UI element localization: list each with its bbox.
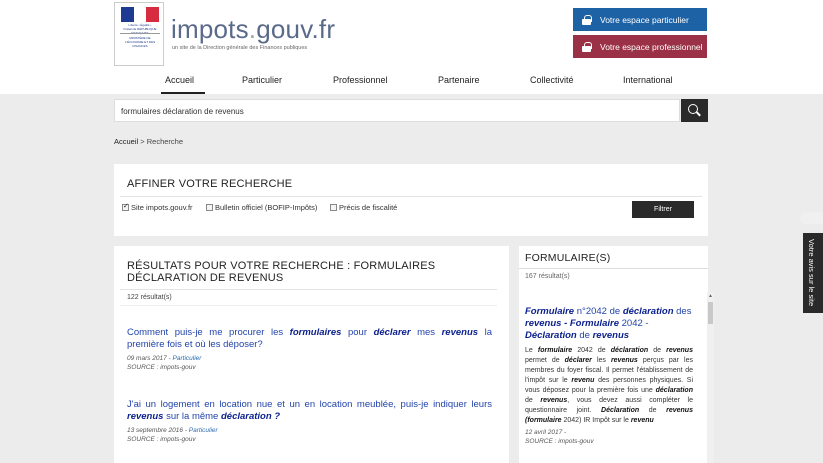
form-description: Le formulaire 2042 de déclaration de revenus permet de déclarer les revenus perçus par les membres du foyer fiscal. Il permet l'établissement de l'impôt sur le revenu des personnes physiques. Si vous déposez pour la première fois une déclaration de revenus, vous devez aussi compléter le questionnaire joint. Déclaration de revenus (formulaire 2042) IR Impôt sur le revenu xyxy=(525,347,693,424)
brand-dot: . xyxy=(248,14,257,44)
logo-republique-text: Liberté • Égalité • Fraternité RÉPUBLIQUE xyxy=(123,23,157,31)
breadcrumb-sep: > xyxy=(138,137,147,146)
result-title-link[interactable]: J'ai un logement en location nue et un en location meublée, puis-je indiquer leurs revenus sur la même déclaration ? xyxy=(127,399,492,422)
results-panel xyxy=(114,246,509,463)
forms-scrollbar[interactable] xyxy=(707,292,714,463)
feedback-label: Votre avis sur le site xyxy=(807,239,816,307)
search-icon-handle xyxy=(696,111,701,116)
result-category-link[interactable]: Particulier xyxy=(188,427,218,434)
checkbox-icon[interactable] xyxy=(330,204,337,211)
espace-professionnel-button[interactable] xyxy=(573,35,707,58)
result-date: 09 mars 2017 - xyxy=(127,355,173,362)
filter-bofip-label: Bulletin officiel (BOFIP-Impôts) xyxy=(215,203,318,212)
lock-icon xyxy=(582,42,591,52)
marianne-logo[interactable] xyxy=(114,2,164,66)
filter-precis-checkbox[interactable] xyxy=(330,203,397,212)
scroll-up-icon[interactable]: ▲ xyxy=(708,293,713,299)
espace-professionnel-label: Votre espace professionnel xyxy=(600,41,703,52)
site-brand[interactable] xyxy=(171,14,335,45)
nav-professionnel[interactable]: Professionnel xyxy=(333,75,388,85)
form-meta xyxy=(525,428,693,446)
checkbox-icon[interactable] xyxy=(206,204,213,211)
forms-count: 167 résultat(s) xyxy=(525,273,570,280)
result-date: 13 septembre 2016 - xyxy=(127,427,189,434)
search-button[interactable] xyxy=(681,99,708,122)
scrollbar-thumb[interactable] xyxy=(708,302,713,324)
filter-site-checkbox[interactable] xyxy=(122,203,193,212)
feedback-toggle[interactable] xyxy=(800,212,823,224)
form-title-link[interactable]: Formulaire n°2042 de déclaration des revenus - Formulaire 2042 - Déclaration de revenus xyxy=(525,306,692,341)
refine-divider xyxy=(120,196,702,197)
logo-ministere-text: MINISTÈRE DE L'ÉCONOMIE ET DES FINANCES xyxy=(124,36,156,48)
result-item xyxy=(127,327,492,372)
espace-particulier-button[interactable] xyxy=(573,8,707,31)
filter-site-label: Site impots.gouv.fr xyxy=(131,203,193,212)
header xyxy=(0,0,823,94)
brand-tld: gouv.fr xyxy=(256,14,336,44)
forms-divider xyxy=(519,268,708,269)
nav-particulier[interactable]: Particulier xyxy=(242,75,283,85)
main-nav xyxy=(114,68,708,94)
form-date: 12 avril 2017 - xyxy=(525,429,567,436)
filter-bofip-checkbox[interactable] xyxy=(206,203,317,212)
results-divider xyxy=(120,289,497,290)
refine-title: AFFINER VOTRE RECHERCHE xyxy=(127,178,293,190)
refine-panel xyxy=(114,164,708,236)
result-category-link[interactable]: Particulier xyxy=(172,355,202,362)
results-count: 122 résultat(s) xyxy=(127,294,172,301)
form-source: SOURCE : impots-gouv xyxy=(525,438,594,445)
nav-partenaire[interactable]: Partenaire xyxy=(438,75,480,85)
breadcrumb-current: Recherche xyxy=(146,137,184,146)
feedback-tab[interactable] xyxy=(803,233,823,313)
results-divider xyxy=(120,305,497,306)
espace-particulier-label: Votre espace particulier xyxy=(600,14,689,25)
forms-title: FORMULAIRE(S) xyxy=(525,252,611,264)
french-flag-icon xyxy=(121,7,159,22)
result-meta xyxy=(127,426,492,444)
nav-collectivite[interactable]: Collectivité xyxy=(530,75,574,85)
breadcrumb-home[interactable]: Accueil xyxy=(114,137,139,146)
form-item xyxy=(525,306,693,446)
breadcrumb xyxy=(114,137,183,146)
search-input[interactable]: formulaires déclaration de revenus xyxy=(114,99,680,122)
lock-icon xyxy=(582,15,591,25)
result-source: SOURCE : impots-gouv xyxy=(127,436,196,443)
filter-precis-label: Précis de fiscalité xyxy=(339,203,398,212)
result-meta xyxy=(127,354,492,372)
nav-accueil[interactable]: Accueil xyxy=(165,75,195,85)
nav-international[interactable]: International xyxy=(623,75,673,85)
result-source: SOURCE : impots-gouv xyxy=(127,364,196,371)
logo-divider xyxy=(120,33,160,34)
brand-main: impots xyxy=(171,14,249,44)
tagline: un site de la Direction générale des Finances publiques xyxy=(172,45,308,51)
nav-active-indicator xyxy=(161,92,205,94)
filter-button[interactable]: Filtrer xyxy=(632,201,694,218)
result-item xyxy=(127,399,492,444)
checkbox-checked-icon[interactable] xyxy=(122,204,129,211)
forms-panel xyxy=(519,246,708,463)
results-title: RÉSULTATS POUR VOTRE RECHERCHE : FORMULAIRES DÉCLARATION DE REVENUS xyxy=(127,260,436,284)
result-title-link[interactable]: Comment puis-je me procurer les formulaires pour déclarer mes revenus la première fois et où les déposer? xyxy=(127,327,492,350)
